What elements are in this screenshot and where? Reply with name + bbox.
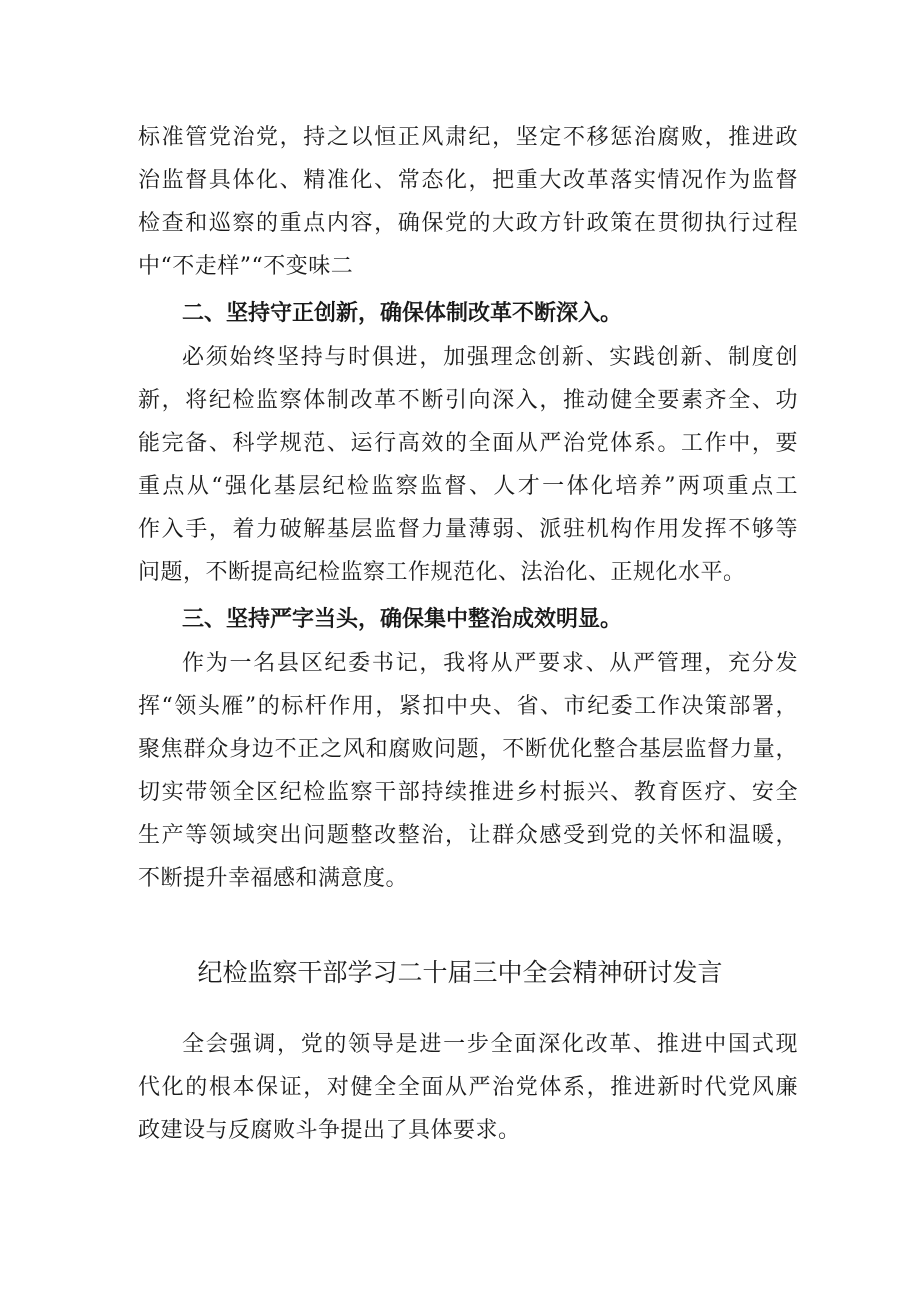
section-3-line-5: 生产等领域突出问题整改整治，让群众感受到党的关怀和温暖，	[138, 823, 798, 848]
section-2-line-5: 作入手，着力破解基层监督力量薄弱、派驻机构作用发挥不够等	[138, 517, 798, 542]
article-2-line-1: 全会强调，党的领导是进一步全面深化改革、推进中国式现	[182, 1032, 798, 1057]
intro-line-2: 治监督具体化、精准化、常态化，把重大改革落实情况作为监督	[138, 168, 798, 193]
intro-line-1: 标准管党治党，持之以恒正风肃纪，坚定不移惩治腐败，推进政	[138, 125, 798, 150]
section-2-line-4: 重点从“强化基层纪检监察监督、人才一体化培养”两项重点工	[138, 474, 798, 499]
section-3-heading: 三、坚持严字当头，确保集中整治成效明显。	[182, 607, 623, 632]
intro-line-4: 中“不走样”“不变味二	[138, 254, 354, 279]
section-2-line-3: 能完备、科学规范、运行高效的全面从严治党体系。工作中，要	[138, 431, 798, 456]
section-3-line-3: 聚焦群众身边不正之风和腐败问题，不断优化整合基层监督力量，	[138, 737, 798, 762]
article-title: 纪检监察干部学习二十届三中全会精神研讨发言	[197, 958, 723, 987]
section-3-line-1: 作为一名县区纪委书记，我将从严要求、从严管理，充分发	[182, 651, 798, 676]
section-3-line-2: 挥“领头雁”的标杆作用，紧扣中央、省、市纪委工作决策部署，	[138, 694, 798, 719]
section-3-line-4: 切实带领全区纪检监察干部持续推进乡村振兴、教育医疗、安全	[138, 780, 798, 805]
intro-line-3: 检查和巡察的重点内容，确保党的大政方针政策在贯彻执行过程	[138, 211, 798, 236]
section-2-line-1: 必须始终坚持与时俱进，加强理念创新、实践创新、制度创	[182, 345, 798, 370]
section-3-line-6: 不断提升幸福感和满意度。	[138, 866, 409, 891]
section-2-heading: 二、坚持守正创新，确保体制改革不断深入。	[182, 301, 623, 326]
article-2-line-2: 代化的根本保证，对健全全面从严治党体系，推进新时代党风廉	[138, 1075, 798, 1100]
section-2-line-2: 新，将纪检监察体制改革不断引向深入，推动健全要素齐全、功	[138, 388, 798, 413]
article-2-line-3: 政建设与反腐败斗争提出了具体要求。	[138, 1118, 521, 1143]
section-2-line-6: 问题，不断提高纪检监察工作规范化、法治化、正规化水平。	[138, 560, 746, 585]
